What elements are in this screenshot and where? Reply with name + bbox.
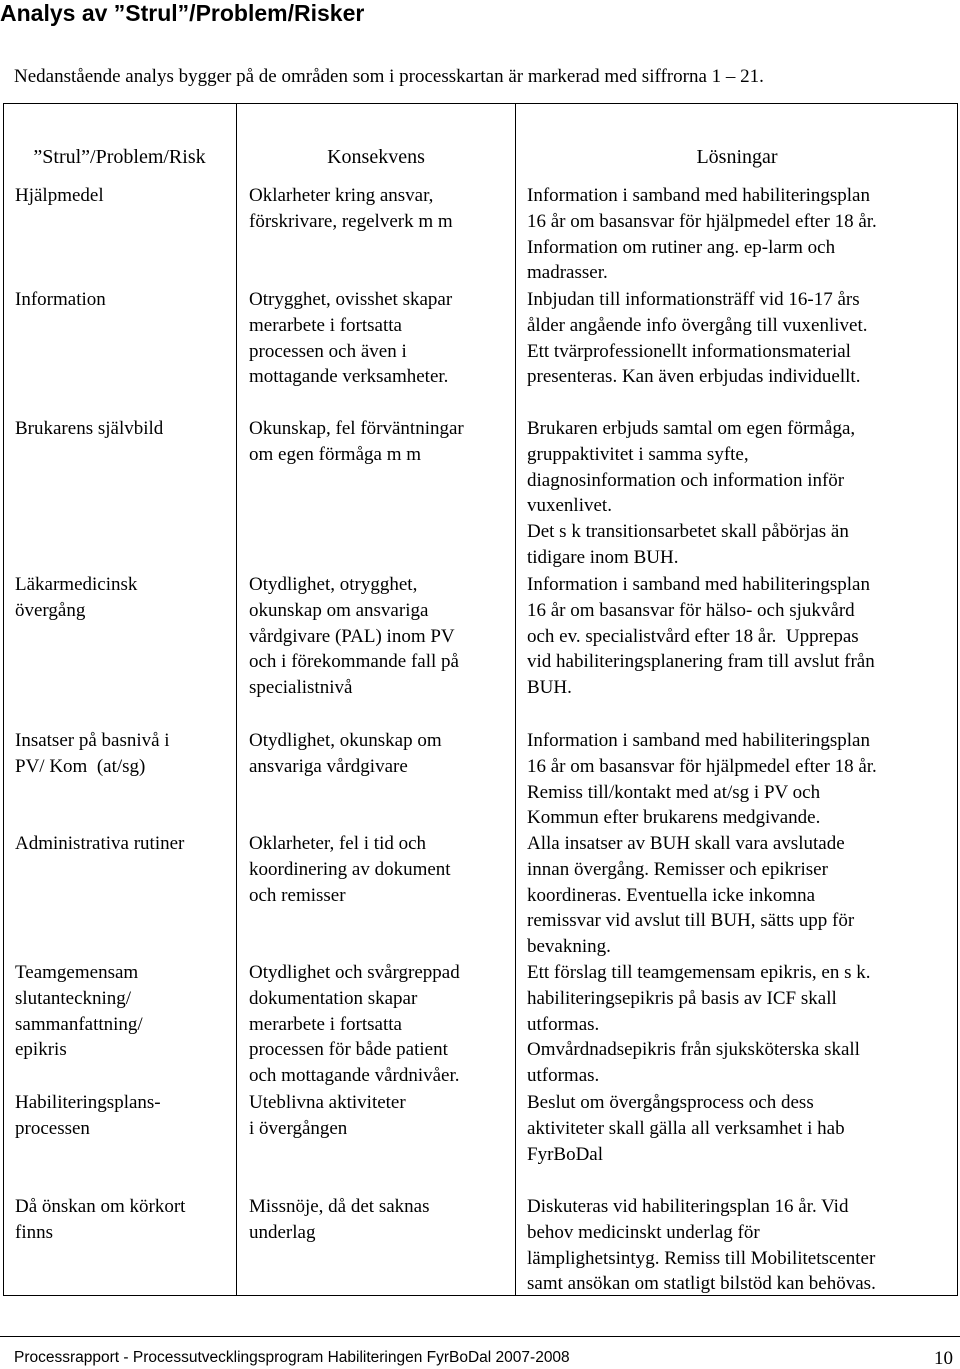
problem-cell: Läkarmedicinsk övergång xyxy=(15,574,138,621)
problem-cell: Information xyxy=(15,289,106,310)
konsekvens-cell: Oklarheter, fel i tid och koordinering av dokument och remisser xyxy=(249,833,451,906)
losning-cell: Brukaren erbjuds samtal om egen förmåga, gruppaktivitet i samma syfte, diagnosinformation och information inför vuxenlivet. Det s k transitionsarbetet skall påbörjas än tidigare inom BUH. xyxy=(527,418,856,568)
problem-cell: Brukarens självbild xyxy=(15,418,164,439)
konsekvens-cell: Oklarheter kring ansvar, förskrivare, regelverk m m xyxy=(249,185,453,232)
footer-text: Processrapport - Processutvecklingsprogram Habiliteringen FyrBoDal 2007-2008 xyxy=(14,1349,570,1366)
intro-text: Nedanstående analys bygger på de områden som i processkartan är markerad med siffrorna 1 – 21. xyxy=(14,66,764,87)
losning-cell: Inbjudan till informationsträff vid 16-17 års ålder angående info övergång till vuxenlivet. Ett tvärprofessionellt informationsmaterial presenteras. Kan även erbjudas individuellt. xyxy=(527,289,868,388)
konsekvens-cell: Otydlighet, otrygghet, okunskap om ansvariga vårdgivare (PAL) inom PV och i förekommande fall på specialistnivå xyxy=(249,574,459,699)
page-title: Analys av ”Strul”/Problem/Risker xyxy=(0,0,365,26)
problem-cell: Teamgemensam slutanteckning/ sammanfattning/ epikris xyxy=(15,962,143,1061)
konsekvens-cell: Otydlighet, okunskap om ansvariga vårdgivare xyxy=(249,730,442,777)
losning-cell: Alla insatser av BUH skall vara avslutade innan övergång. Remisser och epikriser koordineras. Eventuella icke inkomna remissvar vid avslut till BUH, sätts upp för bevakning. xyxy=(527,833,855,958)
losning-cell: Diskuteras vid habiliteringsplan 16 år. Vid behov medicinskt underlag för lämplighetsintyg. Remiss till Mobilitetscenter samt ansökan om statligt bilstöd kan behövas. xyxy=(527,1196,876,1295)
column-divider xyxy=(236,103,237,1296)
losning-cell: Information i samband med habiliteringsplan 16 år om basansvar för hälso- och sjukvård och ev. specialistvård efter 18 år. Upprepas vid habiliteringsplanering fram till avslut från BUH. xyxy=(527,574,875,699)
problem-cell: Habiliteringsplans- processen xyxy=(15,1092,161,1139)
losning-cell: Information i samband med habiliteringsplan 16 år om basansvar för hjälpmedel efter 18 år. Information om rutiner ang. ep-larm och madrasser. xyxy=(527,185,877,284)
konsekvens-cell: Okunskap, fel förväntningar om egen förmåga m m xyxy=(249,418,464,465)
problem-cell: Administrativa rutiner xyxy=(15,833,185,854)
page-number: 10 xyxy=(934,1348,953,1369)
losning-cell: Ett förslag till teamgemensam epikris, en s k. habiliteringsepikris på basis av ICF skall utformas. Omvårdnadsepikris från sjuksköterska skall utformas. xyxy=(527,962,871,1087)
konsekvens-cell: Missnöje, då det saknas underlag xyxy=(249,1196,430,1243)
konsekvens-cell: Otrygghet, ovisshet skapar merarbete i fortsatta processen och även i mottagande verksamheter. xyxy=(249,289,453,388)
header-losningar: Lösningar xyxy=(696,146,778,168)
footer-divider xyxy=(0,1336,960,1337)
konsekvens-cell: Uteblivna aktiviteter i övergången xyxy=(249,1092,406,1139)
problem-cell: Insatser på basnivå i PV/ Kom (at/sg) xyxy=(15,730,170,777)
header-konsekvens: Konsekvens xyxy=(327,146,425,168)
konsekvens-cell: Otydlighet och svårgreppad dokumentation skapar merarbete i fortsatta processen för både patient och mottagande vårdnivåer. xyxy=(249,962,460,1087)
losning-cell: Information i samband med habiliteringsplan 16 år om basansvar för hjälpmedel efter 18 år. Remiss till/kontakt med at/sg i PV och Kommun efter brukarens medgivande. xyxy=(527,730,877,829)
problem-cell: Hjälpmedel xyxy=(15,185,104,206)
header-problem: ”Strul”/Problem/Risk xyxy=(33,146,206,168)
problem-cell: Då önskan om körkort finns xyxy=(15,1196,186,1243)
losning-cell: Beslut om övergångsprocess och dess aktiviteter skall gälla all verksamhet i hab FyrBoDal xyxy=(527,1092,845,1165)
column-divider xyxy=(515,103,516,1296)
